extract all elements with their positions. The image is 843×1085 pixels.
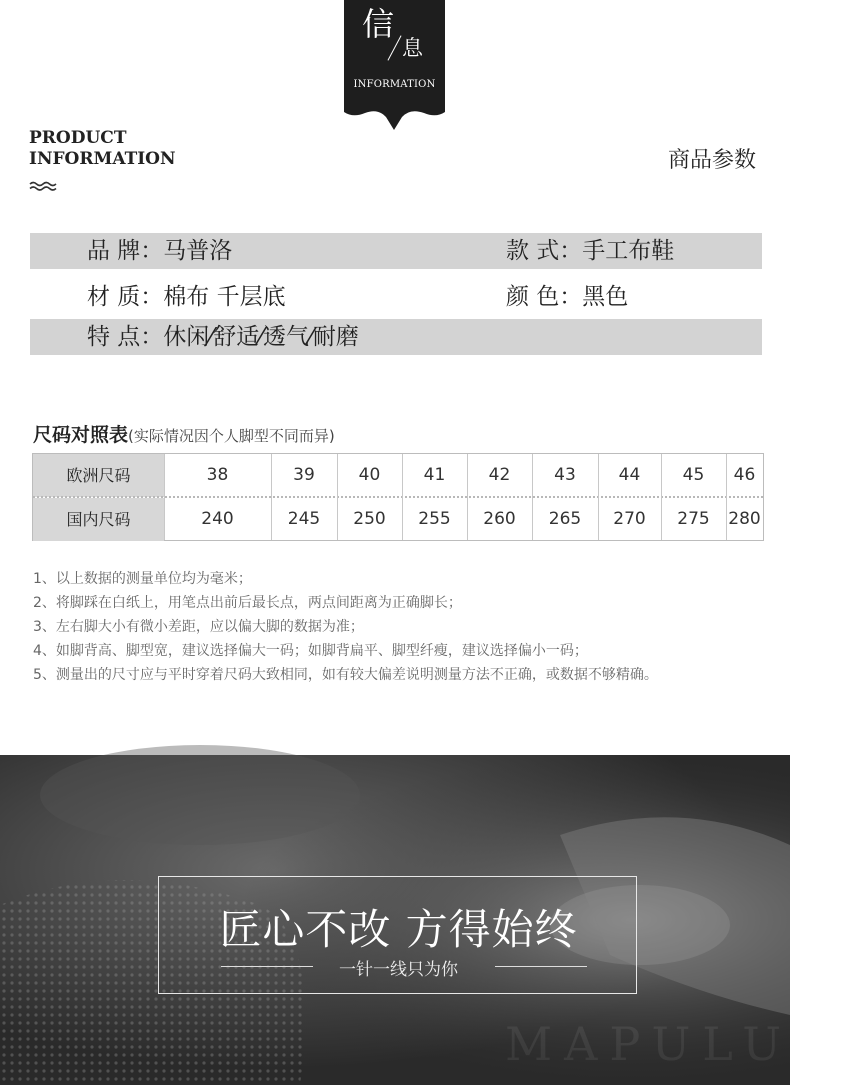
brand-banner	[0, 755, 843, 1085]
param-features: 特 点：休闲⁄舒适⁄透气⁄耐磨	[87, 324, 359, 350]
size-table	[32, 453, 764, 541]
wave-icon	[29, 178, 57, 197]
cn-size-cell: 260	[483, 509, 516, 529]
banner-frame	[158, 876, 637, 994]
cn-size-cell: 265	[548, 509, 582, 529]
size-chart-title	[33, 420, 335, 447]
tag-shape	[344, 0, 445, 134]
size-notes	[33, 567, 658, 687]
banner-subslogan: 一针一线只为你	[339, 960, 458, 980]
note-item: 2、将脚踩在白纸上，用笔点出前后最长点，两点间距离为正确脚长；	[33, 595, 462, 611]
column-divider	[598, 454, 599, 540]
eu-size-cell: 39	[293, 465, 315, 485]
size-chart-title-text: 尺码对照表	[33, 424, 129, 446]
eu-size-cell: 44	[618, 465, 641, 485]
product-info-title	[29, 128, 176, 170]
column-divider	[271, 454, 272, 540]
banner-slogan: 匠心不改 方得始终	[219, 905, 578, 954]
param-material: 材 质：棉布 千层底	[87, 284, 286, 310]
note-item: 5、测量出的尺寸应与平时穿着尺码大致相同，如有较大偏差说明测量方法不正确，或数据不够精确。	[33, 667, 658, 683]
eu-size-cell: 43	[554, 465, 576, 485]
cn-size-cell: 245	[287, 509, 321, 529]
note-item: 3、左右脚大小有微小差距，应以偏大脚的数据为准；	[33, 619, 364, 635]
column-divider	[164, 454, 165, 540]
product-info-line1: PRODUCT	[29, 128, 127, 148]
product-params-title: 商品参数	[667, 148, 756, 173]
note-item: 4、如脚背高、脚型宽，建议选择偏大一码；如脚背扁平、脚型纤瘦，建议选择偏小一码；	[33, 643, 588, 659]
banner-line-right	[495, 966, 587, 967]
column-divider	[532, 454, 533, 540]
cn-size-cell: 270	[613, 509, 646, 529]
cn-size-cell: 275	[677, 509, 710, 529]
param-color: 颜 色：黑色	[506, 284, 629, 310]
info-tag	[344, 0, 445, 130]
tag-char-sub: 息	[402, 36, 423, 60]
param-row-3	[30, 319, 762, 355]
cn-size-cell: 240	[201, 509, 234, 529]
eu-size-cell: 38	[206, 465, 229, 485]
cn-size-cell: 250	[353, 509, 386, 529]
eu-size-cell: 41	[423, 465, 446, 485]
eu-size-cell: 46	[733, 465, 756, 485]
eu-size-cell: 42	[488, 465, 511, 485]
column-divider	[337, 454, 338, 540]
param-brand: 品 牌：马普洛	[87, 238, 233, 264]
column-divider	[402, 454, 403, 540]
eu-size-cell: 40	[358, 465, 381, 485]
size-row-cn	[33, 498, 763, 541]
column-divider	[661, 454, 662, 540]
param-row-1	[30, 233, 762, 269]
brand-watermark: MAPULUO	[505, 1017, 843, 1071]
size-chart-subtitle: (实际情况因个人脚型不同而异)	[128, 427, 335, 445]
cn-size-cell: 255	[418, 509, 451, 529]
product-info-line2: INFORMATION	[29, 149, 176, 169]
param-row-2	[30, 279, 762, 315]
param-style: 款 式：手工布鞋	[506, 238, 675, 264]
eu-size-cell: 45	[682, 465, 705, 485]
eu-size-label: 欧洲尺码	[33, 454, 164, 497]
column-divider	[467, 454, 468, 540]
cn-size-label: 国内尺码	[33, 498, 164, 541]
tag-char-main: 信	[362, 5, 395, 43]
column-divider	[726, 454, 727, 540]
size-row-eu	[33, 454, 763, 497]
note-item: 1、以上数据的测量单位均为毫米；	[33, 571, 252, 587]
cn-size-cell: 280	[728, 509, 761, 529]
tag-label: INFORMATION	[353, 79, 436, 90]
